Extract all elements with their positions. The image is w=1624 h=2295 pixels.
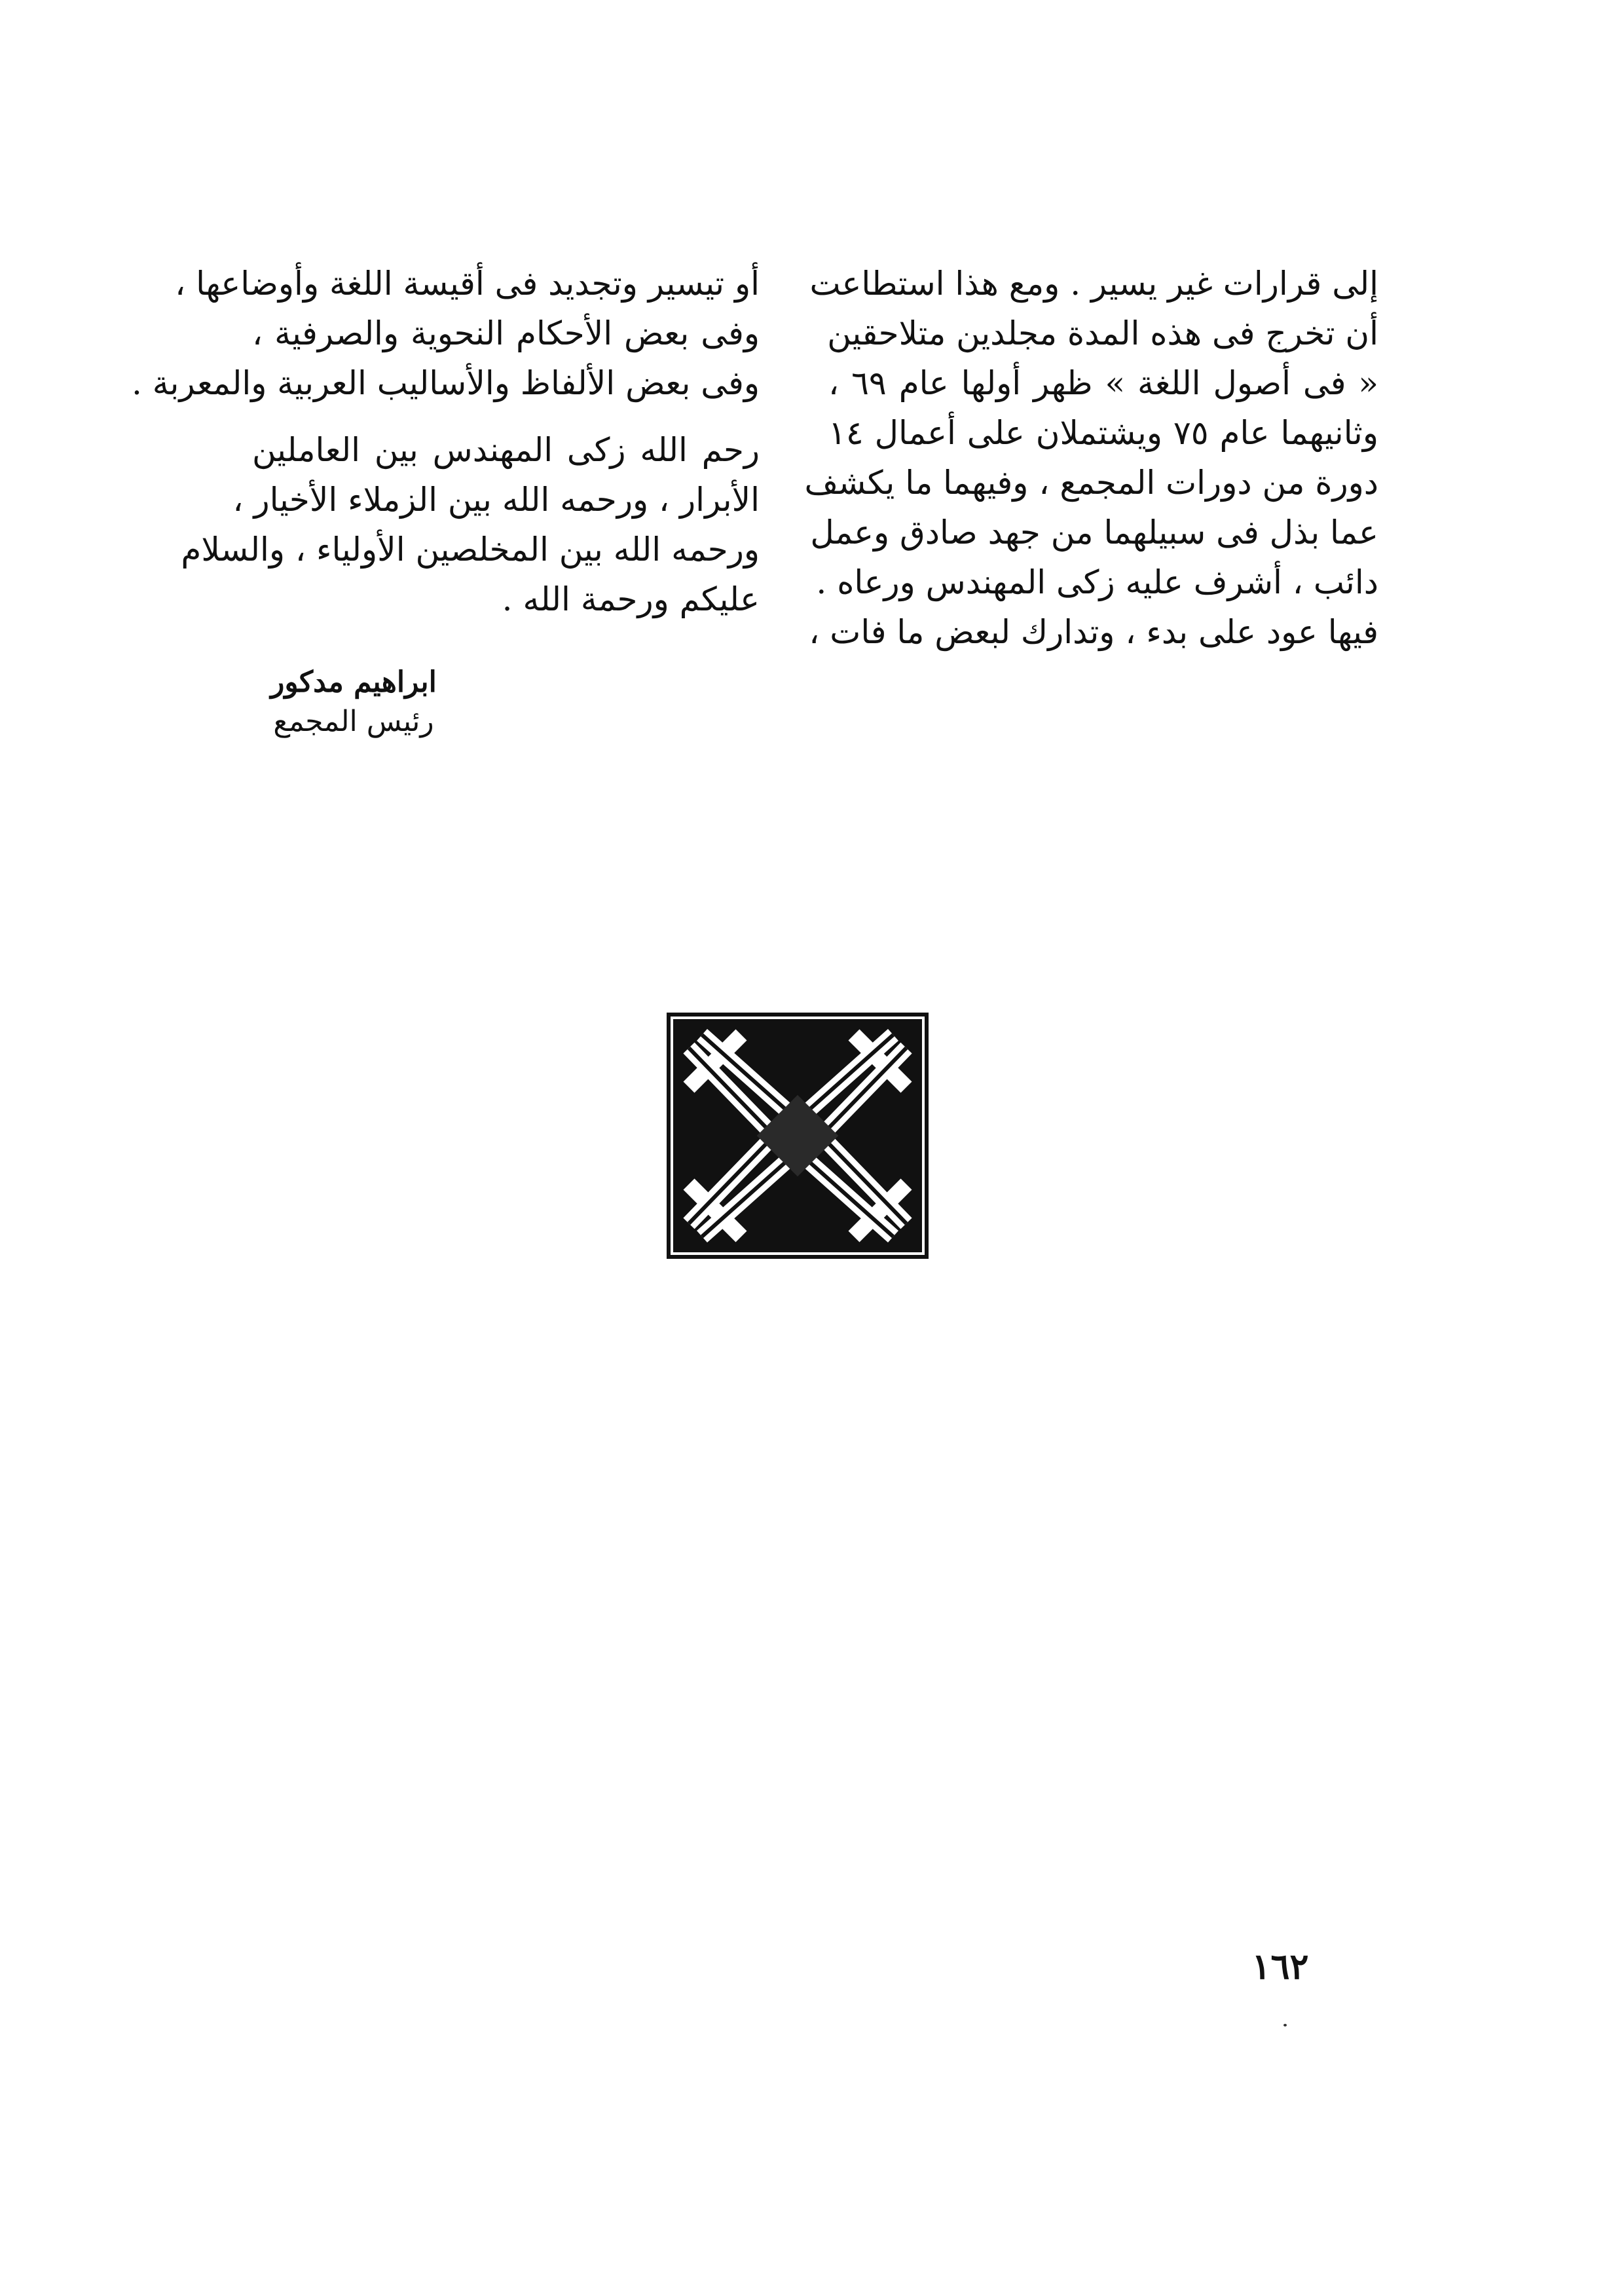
text-line: عليكم ورحمة الله . xyxy=(502,580,760,618)
paragraph xyxy=(131,259,760,408)
text-line: الأبرار ، ورحمه الله بين الزملاء الأخيار ، xyxy=(232,481,760,519)
signature-name: ابراهيم مدكور xyxy=(270,665,437,699)
text-column-left xyxy=(131,259,760,624)
signature-title: رئيس المجمع xyxy=(273,705,434,738)
text-column-right xyxy=(804,259,1379,657)
scan-speck xyxy=(1283,2024,1287,2026)
text-line: وفى بعض الأحكام النحوية والصرفية ، xyxy=(252,314,760,352)
text-line: إلى قرارات غير يسير . ومع هذا استطاعت xyxy=(809,265,1378,303)
text-line: عما بذل فى سبيلهما من جهد صادق وعمل xyxy=(810,513,1378,551)
text-line: رحم الله زكى المهندس بين العاملين xyxy=(252,431,760,469)
text-line: أن تخرج فى هذه المدة مجلدين متلاحقين xyxy=(827,314,1378,352)
text-line: « فى أصول اللغة » ظهر أولها عام ٦٩ ، xyxy=(828,364,1379,402)
text-line: أو تيسير وتجديد فى أقيسة اللغة وأوضاعها ، xyxy=(175,265,760,303)
text-line: ورحمه الله بين المخلصين الأولياء ، والسلام xyxy=(181,531,760,569)
text-line: وفى بعض الألفاظ والأساليب العربية والمعربة . xyxy=(131,364,760,402)
text-line: وثانيهما عام ٧٥ ويشتملان على أعمال ١٤ xyxy=(828,414,1378,452)
page-number: ١٦٢ xyxy=(1251,1945,1309,1987)
paragraph xyxy=(181,425,760,624)
text-line: دورة من دورات المجمع ، وفيهما ما يكشف xyxy=(804,464,1378,502)
text-line: فيها عود على بدء ، وتدارك لبعض ما فات ، xyxy=(809,613,1378,651)
text-line: دائب ، أشرف عليه زكى المهندس ورعاه . xyxy=(816,563,1378,601)
interlaced-square-ornament-icon xyxy=(663,1009,932,1263)
signature-block xyxy=(252,663,455,741)
